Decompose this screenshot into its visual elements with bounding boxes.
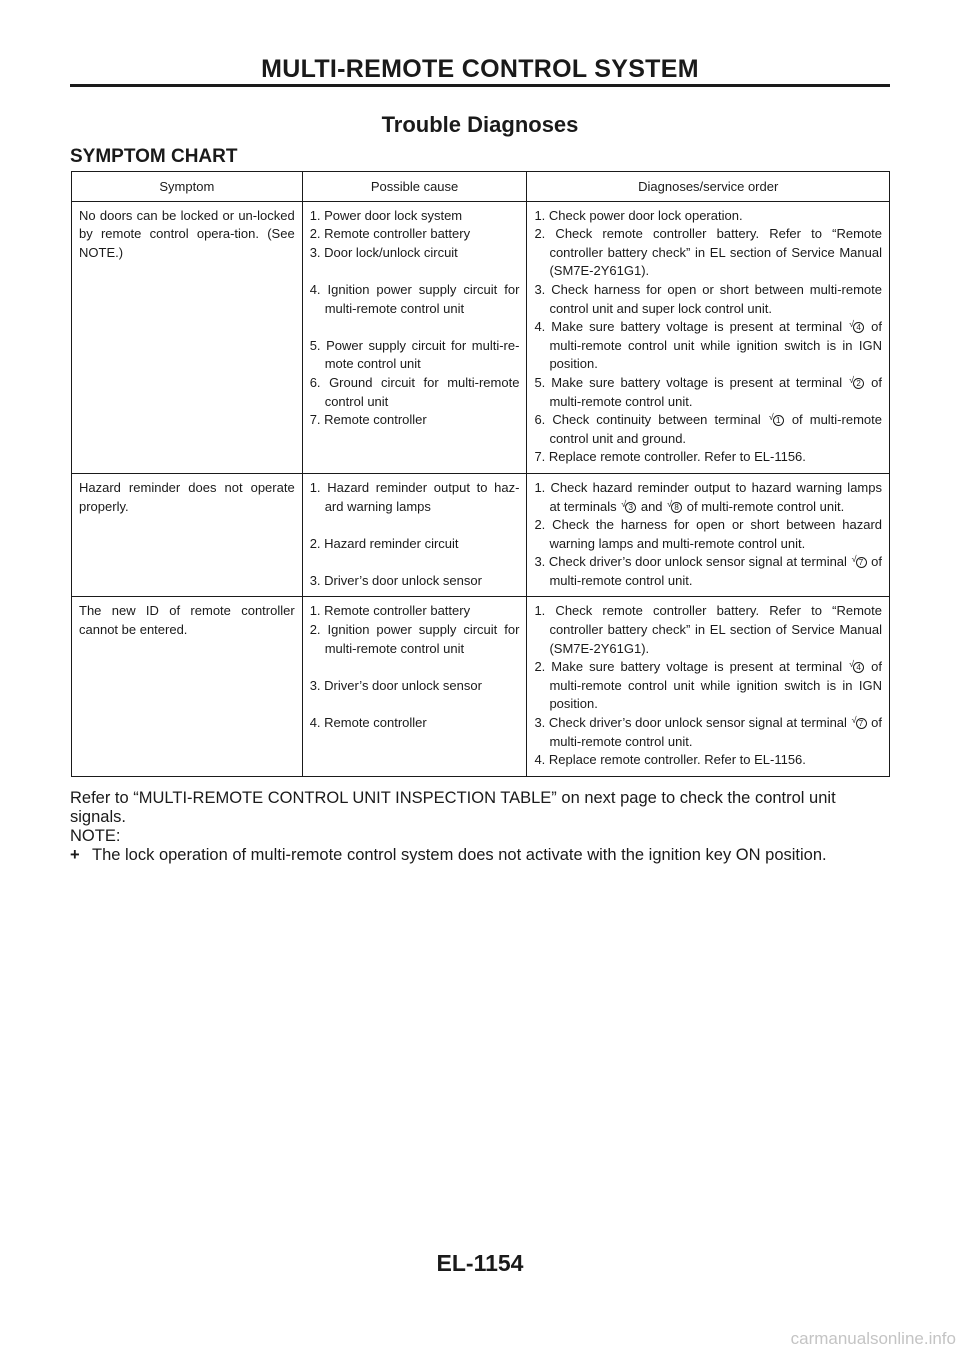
diagnosis-item: 1. Check hazard reminder output to hazard warning lamps at terminals √ 3 and √ 8 of multi-remote control unit. [534,479,882,514]
terminal-icon: √ 3 [621,499,636,513]
diagnosis-item: 4. Make sure battery voltage is present at terminal √ 4 of multi-remote control unit while ignition switch is in IGN position. [534,319,882,372]
diagnosis-item: 7. Replace remote controller. Refer to EL-1156. [534,449,806,465]
diagnosis-item: 5. Make sure battery voltage is present at terminal √ 2 of multi-remote control unit. [534,374,882,409]
page-header [70,55,890,84]
table-row [72,201,890,473]
column-header-symptom: Symptom [72,172,303,202]
diagnoses-cell [527,201,890,473]
note-item [70,846,890,865]
cause-item: 7. Remote controller [309,412,427,428]
column-header-diagnoses: Diagnoses/service order [527,172,890,202]
diagnoses-cell [527,597,890,776]
cause-item: 3. Driver’s door unlock sensor [309,677,482,693]
possible-cause-cell [302,473,527,597]
possible-cause-cell [302,201,527,473]
symptom-cell: No doors can be locked or un-locked by remote control opera-tion. (See NOTE.) [72,201,303,473]
refer-text: Refer to “MULTI-REMOTE CONTROL UNIT INSPECTION TABLE” on next page to check the control unit signals. [70,789,836,826]
note-text: The lock operation of multi-remote control system does not activate with the ignition key ON position. [92,846,827,864]
note-label: NOTE: [70,827,121,845]
cause-item: 3. Door lock/unlock circuit [309,244,458,260]
watermark: carmanualsonline.info [790,1329,956,1348]
cause-item: 3. Driver’s door unlock sensor [309,572,482,588]
diagnosis-item: 3. Check harness for open or short between multi-remote control unit and super lock control unit. [534,281,882,316]
cause-item: 2. Hazard reminder circuit [309,535,459,551]
diagnosis-item: 1. Check remote controller battery. Refer to “Remote controller battery check” in EL section of Service Manual (SM7E-2Y61G1). [534,603,882,656]
diagnosis-item: 4. Replace remote controller. Refer to EL-1156. [534,752,806,768]
terminal-icon: √ 7 [852,554,867,568]
header-divider [70,84,890,87]
diagnosis-item: 2. Make sure battery voltage is present at terminal √ 4 of multi-remote control unit while ignition switch is in IGN position. [534,659,882,712]
table-header-row [72,172,890,202]
diagnosis-item: 1. Check power door lock operation. [534,207,743,223]
terminal-icon: √ 2 [849,375,864,389]
cause-item: 1. Power door lock system [309,207,463,223]
cause-item: 1. Remote controller battery [309,603,471,619]
bullet-icon: + [70,846,80,864]
terminal-icon: √ 4 [849,319,864,333]
cause-item: 2. Ignition power supply circuit for multi-remote control unit [309,622,520,656]
symptom-cell: Hazard reminder does not operate properly. [72,473,303,597]
cause-item: 2. Remote controller battery [309,226,471,242]
cause-item: 1. Hazard reminder output to haz-ard warning lamps [309,479,520,514]
diagnosis-item: 6. Check continuity between terminal √ 1 of multi-remote control unit and ground. [534,412,882,446]
cause-item: 4. Ignition power supply circuit for multi-remote control unit [309,281,520,316]
terminal-icon: √ 7 [852,715,867,729]
possible-cause-cell [302,597,527,776]
header-title: MULTI-REMOTE CONTROL SYSTEM [261,55,699,83]
page-number: EL-1154 [436,1250,524,1276]
diagnosis-item: 3. Check driver’s door unlock sensor signal at terminal √ 7 of multi-remote control unit. [534,554,882,588]
symptom-cell: The new ID of remote controller cannot be entered. [72,597,303,776]
column-header-possible-cause: Possible cause [302,172,527,202]
diagnoses-cell [527,473,890,597]
terminal-icon: √ 4 [849,659,864,673]
cause-item: 4. Remote controller [309,715,427,731]
terminal-icon: √ 1 [769,412,784,426]
section-title: Trouble Diagnoses [381,112,579,137]
subsection-title: SYMPTOM CHART [70,146,238,167]
table-row [72,473,890,597]
terminal-icon: √ 8 [667,499,682,513]
table-row [72,597,890,776]
cause-item: 6. Ground circuit for multi-remote control unit [309,374,520,409]
diagnosis-item: 2. Check the harness for open or short between hazard warning lamps and multi-remote control unit. [534,517,882,551]
cause-item: 5. Power supply circuit for multi-re-mote control unit [309,337,520,372]
diagnosis-item: 2. Check remote controller battery. Refer to “Remote controller battery check” in EL section of Service Manual (SM7E-2Y61G1). [534,226,882,279]
footer-notes [70,789,890,865]
diagnosis-item: 3. Check driver’s door unlock sensor signal at terminal √ 7 of multi-remote control unit. [534,715,882,749]
symptom-chart-table [71,171,890,777]
